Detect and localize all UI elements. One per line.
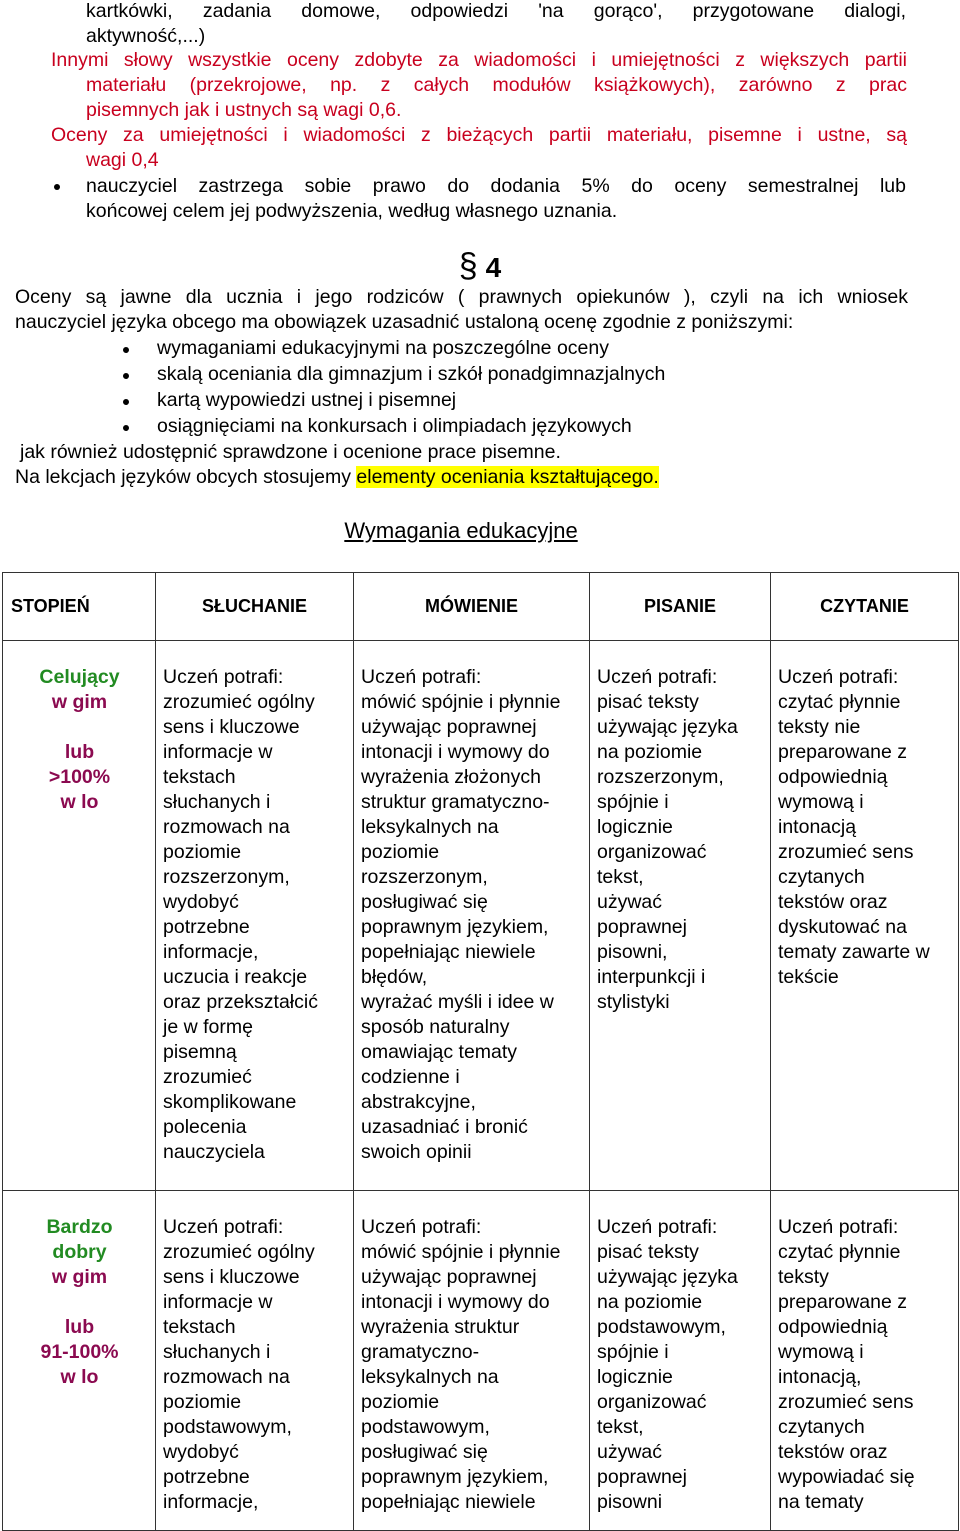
cell-text-line: wymową i — [778, 791, 864, 813]
cell-text-line: sens i kluczowe — [163, 1266, 300, 1288]
list-tail-line: kartkówki, zadania domowe, odpowiedzi 'na gorąco', przygotowane dialogi, — [86, 0, 906, 22]
cell-text-line: informacje, — [163, 1491, 259, 1513]
grade-label: Celujący — [39, 666, 120, 688]
list-tail — [86, 0, 906, 49]
cell-text-line: wypowiadać się — [778, 1466, 915, 1488]
cell-text-line: Uczeń potrafi: — [778, 1216, 899, 1238]
weight-04-line: Oceny za umiejętności i wiadomości z bieżących partii materiału, pisemne i ustne, są — [51, 124, 907, 146]
cell-text-line: czytanych — [778, 1416, 865, 1438]
bullet-icon — [123, 399, 129, 405]
cell-text-line: omawiając tematy — [361, 1041, 518, 1063]
cell-text-line: popełniając niewiele — [361, 1491, 536, 1513]
header-reading: CZYTANIE — [771, 573, 959, 641]
weight-04-paragraph — [51, 123, 907, 173]
cell-text-line: popełniając niewiele — [361, 941, 536, 963]
cell-text-line: oraz przekształcić — [163, 991, 318, 1013]
cell-text-line: je w formę — [163, 1016, 253, 1038]
cell-text-line: na poziomie — [597, 741, 703, 763]
cell-text-line: podstawowym, — [361, 1416, 490, 1438]
cell-text-line: teksty nie — [778, 716, 861, 738]
cell-text-line: nauczyciela — [163, 1141, 265, 1163]
cell-text-line: tekście — [778, 966, 839, 988]
section-heading — [0, 247, 960, 285]
cell-text-line: Uczeń potrafi: — [597, 666, 718, 688]
cell-text-line: pisać teksty — [597, 1241, 699, 1263]
table-row — [3, 1191, 959, 1531]
cell-text-line: odpowiednią — [778, 1316, 888, 1338]
cell-text-line: zrozumieć sens — [778, 841, 914, 863]
cell-text-line: na tematy — [778, 1491, 864, 1513]
cell-text-line: wyrażenia struktur — [361, 1316, 520, 1338]
cell-text-line: intonacji i wymowy do — [361, 741, 550, 763]
cell-text-line: słuchanych i — [163, 1341, 271, 1363]
cell-text-line: intonacji i wymowy do — [361, 1291, 550, 1313]
cell-text-line: swoich opinii — [361, 1141, 472, 1163]
bullet-icon — [54, 184, 60, 190]
cell-text-line: informacje, — [163, 941, 259, 963]
table-title: Wymagania edukacyjne — [344, 518, 578, 543]
cell-text-line: używając języka — [597, 1266, 738, 1288]
bullet-icon — [123, 373, 129, 379]
cell-text-line: potrzebne — [163, 1466, 250, 1488]
weight-04-line: wagi 0,4 — [86, 149, 159, 171]
grade-label: 91-100% — [40, 1341, 119, 1363]
cell-text-line: używać — [597, 1441, 663, 1463]
cell-text-line: podstawowym, — [163, 1416, 292, 1438]
cell-text-line: uzasadniać i bronić — [361, 1116, 528, 1138]
cell-text-line: informacje w — [163, 741, 273, 763]
cell-text-line: poprawnym językiem, — [361, 916, 549, 938]
cell-text-line: używając poprawnej — [361, 716, 537, 738]
weight-06-paragraph — [51, 48, 907, 123]
speaking-cell — [354, 641, 590, 1191]
cell-text-line: struktur gramatyczno- — [361, 791, 550, 813]
requirements-table — [2, 572, 959, 1531]
grade-gap — [10, 1290, 149, 1315]
cell-text-line: informacje w — [163, 1291, 273, 1313]
cell-text-line: pisowni, — [597, 941, 668, 963]
cell-text-line: używając poprawnej — [361, 1266, 537, 1288]
cell-text-line: tekst, — [597, 866, 644, 888]
cell-text-line: Uczeń potrafi: — [163, 1216, 284, 1238]
grade-label: w gim — [51, 691, 108, 713]
grade-label: dobry — [52, 1241, 107, 1263]
cell-text-line: mówić spójnie i płynnie — [361, 1241, 561, 1263]
cell-text-line: wymową i — [778, 1341, 864, 1363]
cell-text-line: czytanych — [778, 866, 865, 888]
cell-text-line: wydobyć — [163, 891, 239, 913]
section-number: 4 — [485, 252, 502, 283]
cell-text-line: Uczeń potrafi: — [361, 1216, 482, 1238]
grade-label: Bardzo — [46, 1216, 113, 1238]
listening-cell — [156, 1191, 354, 1531]
lessons-paragraph — [15, 465, 659, 490]
criteria-item: osiągnięciami na konkursach i olimpiadach językowych — [157, 415, 632, 437]
cell-text-line: poziomie — [361, 841, 440, 863]
cell-text-line: rozszerzonym, — [597, 766, 724, 788]
criteria-item: skalą oceniania dla gimnazjum i szkół ponadgimnazjalnych — [157, 363, 666, 385]
cell-text-line: pisać teksty — [597, 691, 699, 713]
cell-text-line: zrozumieć ogólny — [163, 1241, 315, 1263]
cell-text-line: wyrażenia złożonych — [361, 766, 541, 788]
cell-text-line: poprawnej — [597, 1466, 687, 1488]
weight-06-line: Innymi słowy wszystkie oceny zdobyte za wiadomości i umiejętności z większych partii — [51, 49, 907, 71]
cell-text-line: słuchanych i — [163, 791, 271, 813]
reading-cell — [771, 641, 959, 1191]
cell-text-line: rozmowach na — [163, 1366, 290, 1388]
cell-text-line: tekst, — [597, 1416, 644, 1438]
cell-text-line: teksty — [778, 1266, 829, 1288]
cell-text-line: organizować — [597, 1391, 707, 1413]
cell-text-line: poziomie — [163, 1391, 242, 1413]
cell-text-line: skomplikowane — [163, 1091, 297, 1113]
cell-text-line: organizować — [597, 841, 707, 863]
table-row — [3, 641, 959, 1191]
cell-text-line: używać — [597, 891, 663, 913]
header-listening: SŁUCHANIE — [156, 573, 354, 641]
cell-text-line: leksykalnych na — [361, 1366, 499, 1388]
lessons-text: Na lekcjach języków obcych stosujemy — [15, 466, 357, 488]
intro-paragraph — [15, 285, 908, 335]
intro-line: Oceny są jawne dla ucznia i jego rodziców ( prawnych opiekunów ), czyli na ich wniosek — [15, 286, 908, 308]
grade-label: >100% — [48, 766, 111, 788]
cell-text-line: zrozumieć ogólny — [163, 691, 315, 713]
cell-text-line: posługiwać się — [361, 1441, 488, 1463]
cell-text-line: Uczeń potrafi: — [163, 666, 284, 688]
cell-text-line: tekstach — [163, 1316, 236, 1338]
cell-text-line: leksykalnych na — [361, 816, 499, 838]
cell-text-line: intonacją — [778, 816, 857, 838]
cell-text-line: podstawowym, — [597, 1316, 726, 1338]
cell-text-line: czytać płynnie — [778, 691, 901, 713]
cell-text-line: spójnie i — [597, 1341, 669, 1363]
cell-text-line: tematy zawarte w — [778, 941, 930, 963]
cell-text-line: wydobyć — [163, 1441, 239, 1463]
cell-text-line: stylistyki — [597, 991, 670, 1013]
section-symbol: § — [458, 247, 478, 285]
cell-text-line: dyskutować na — [778, 916, 907, 938]
cell-text-line: rozszerzonym, — [163, 866, 290, 888]
cell-text-line: błędów, — [361, 966, 428, 988]
cell-text-line: intonacją, — [778, 1366, 862, 1388]
bullet-icon — [123, 347, 129, 353]
cell-text-line: mówić spójnie i płynnie — [361, 691, 561, 713]
header-writing: PISANIE — [590, 573, 771, 641]
cell-text-line: gramatyczno- — [361, 1341, 480, 1363]
grade-label: lub — [64, 741, 95, 763]
criteria-item: wymaganiami edukacyjnymi na poszczególne oceny — [157, 337, 609, 359]
list-tail-line: aktywność,...) — [86, 25, 206, 47]
cell-text-line: sposób naturalny — [361, 1016, 510, 1038]
cell-text-line: codzienne i — [361, 1066, 460, 1088]
lessons-highlight: elementy oceniania kształtującego. — [356, 466, 659, 488]
reading-cell — [771, 1191, 959, 1531]
cell-text-line: używając języka — [597, 716, 738, 738]
cell-text-line: Uczeń potrafi: — [361, 666, 482, 688]
cell-text-line: na poziomie — [597, 1291, 703, 1313]
cell-text-line: preparowane z — [778, 1291, 907, 1313]
grade-label: w gim — [51, 1266, 108, 1288]
header-grade: STOPIEŃ — [3, 573, 156, 641]
listening-cell — [156, 641, 354, 1191]
bonus-line: końcowej celem jej podwyższenia, według własnego uznania. — [86, 200, 618, 222]
cell-text-line: Uczeń potrafi: — [597, 1216, 718, 1238]
table-header-row — [3, 573, 959, 641]
cell-text-line: czytać płynnie — [778, 1241, 901, 1263]
cell-text-line: poprawnej — [597, 916, 687, 938]
cell-text-line: potrzebne — [163, 916, 250, 938]
weight-06-line: materiału (przekrojowe, np. z całych modułów książkowych), zarówno z prac — [86, 74, 907, 96]
cell-text-line: Uczeń potrafi: — [778, 666, 899, 688]
cell-text-line: pisowni — [597, 1491, 663, 1513]
cell-text-line: poprawnym językiem, — [361, 1466, 549, 1488]
writing-cell — [590, 641, 771, 1191]
cell-text-line: rozmowach na — [163, 816, 290, 838]
cell-text-line: sens i kluczowe — [163, 716, 300, 738]
cell-text-line: tekstów oraz — [778, 891, 888, 913]
cell-text-line: odpowiednią — [778, 766, 888, 788]
cell-text-line: uczucia i reakcje — [163, 966, 308, 988]
bonus-paragraph — [86, 174, 906, 224]
cell-text-line: logicznie — [597, 816, 673, 838]
speaking-cell — [354, 1191, 590, 1531]
cell-text-line: zrozumieć — [163, 1066, 252, 1088]
grade-label: w lo — [60, 1366, 99, 1388]
after-criteria-text: jak również udostępnić sprawdzone i ocenione prace pisemne. — [20, 441, 561, 463]
grade-gap — [10, 715, 149, 740]
cell-text-line: spójnie i — [597, 791, 669, 813]
cell-text-line: tekstów oraz — [778, 1441, 888, 1463]
cell-text-line: pisemną — [163, 1041, 237, 1063]
cell-text-line: abstrakcyjne, — [361, 1091, 476, 1113]
cell-text-line: logicznie — [597, 1366, 673, 1388]
criteria-item: kartą wypowiedzi ustnej i pisemnej — [157, 389, 457, 411]
cell-text-line: tekstach — [163, 766, 236, 788]
cell-text-line: preparowane z — [778, 741, 907, 763]
cell-text-line: rozszerzonym, — [361, 866, 488, 888]
cell-text-line: poziomie — [163, 841, 242, 863]
writing-cell — [590, 1191, 771, 1531]
grade-cell — [3, 1191, 156, 1531]
cell-text-line: poziomie — [361, 1391, 440, 1413]
cell-text-line: zrozumieć sens — [778, 1391, 914, 1413]
grade-cell — [3, 641, 156, 1191]
cell-text-line: wyrażać myśli i idee w — [361, 991, 554, 1013]
bonus-line: nauczyciel zastrzega sobie prawo do dodania 5% do oceny semestralnej lub — [86, 175, 906, 197]
grade-label: lub — [64, 1316, 95, 1338]
weight-06-line: pisemnych jak i ustnych są wagi 0,6. — [86, 99, 402, 121]
header-speaking: MÓWIENIE — [354, 573, 590, 641]
bullet-icon — [123, 425, 129, 431]
cell-text-line: polecenia — [163, 1116, 247, 1138]
grade-label: w lo — [60, 791, 99, 813]
intro-line: nauczyciel języka obcego ma obowiązek uzasadnić ustaloną ocenę zgodnie z poniższymi: — [15, 311, 794, 333]
cell-text-line: posługiwać się — [361, 891, 488, 913]
cell-text-line: interpunkcji i — [597, 966, 706, 988]
